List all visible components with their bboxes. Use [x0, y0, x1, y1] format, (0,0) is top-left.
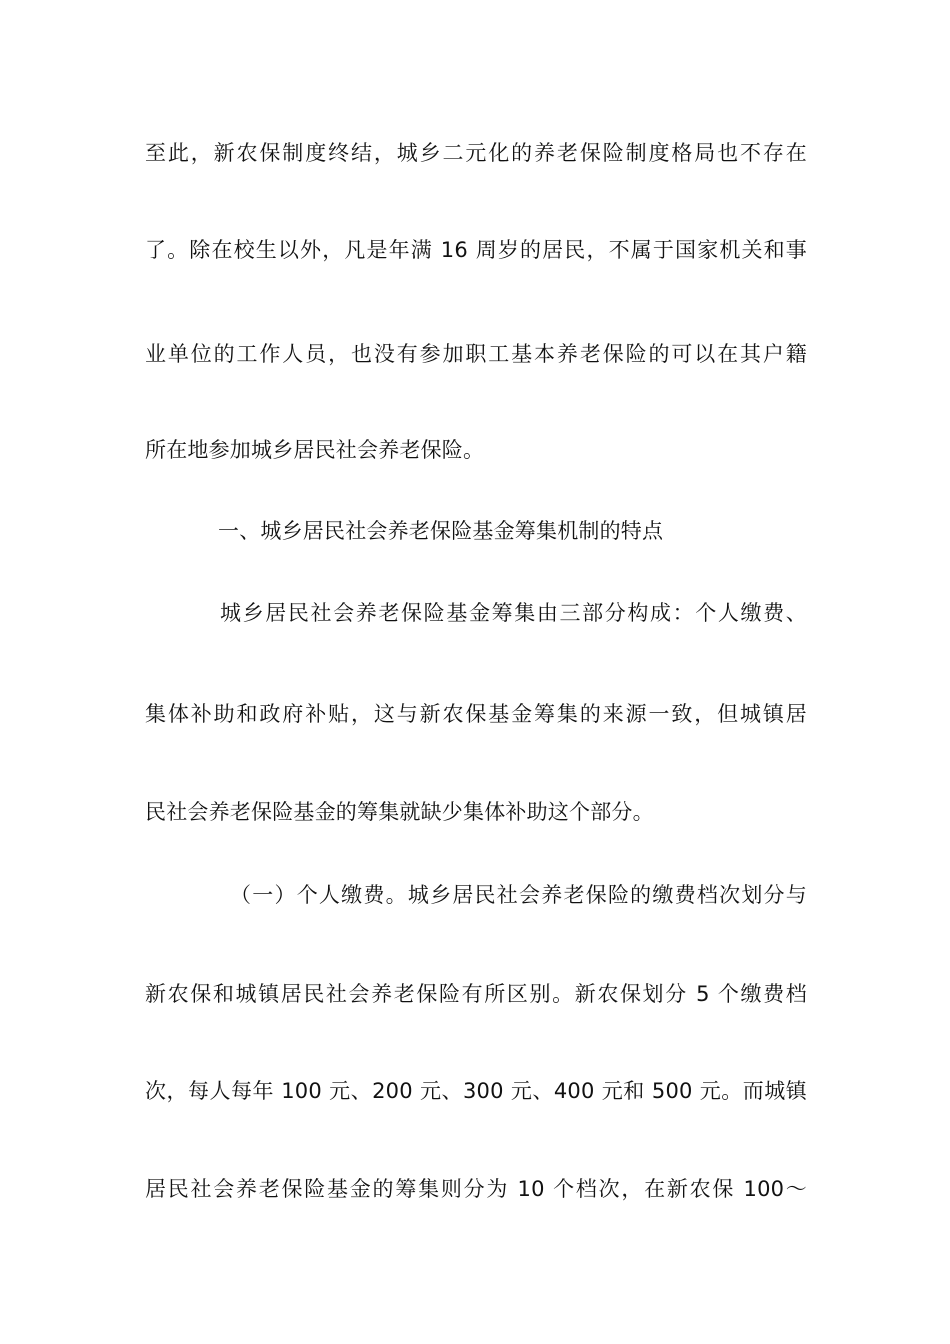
paragraph-line: 了。除在校生以外，凡是年满 16 周岁的居民，不属于国家机关和事: [145, 238, 807, 262]
paragraph-line: 业单位的工作人员，也没有参加职工基本养老保险的可以在其户籍: [145, 342, 807, 366]
paragraph-line: 民社会养老保险基金的筹集就缺少集体补助这个部分。: [145, 800, 654, 824]
paragraph-line: 所在地参加城乡居民社会养老保险。: [145, 438, 485, 462]
section-heading: 一、城乡居民社会养老保险基金筹集机制的特点: [218, 519, 664, 543]
paragraph-line: 集体补助和政府补贴，这与新农保基金筹集的来源一致，但城镇居: [145, 702, 807, 726]
paragraph-line: 居民社会养老保险基金的筹集则分为 10 个档次，在新农保 100～: [145, 1177, 807, 1201]
paragraph-line: （一）个人缴费。城乡居民社会养老保险的缴费档次划分与: [230, 883, 807, 907]
paragraph-line: 至此，新农保制度终结，城乡二元化的养老保险制度格局也不存在: [145, 141, 807, 165]
paragraph-line: 新农保和城镇居民社会养老保险有所区别。新农保划分 5 个缴费档: [145, 982, 807, 1006]
paragraph-line: 次，每人每年 100 元、200 元、300 元、400 元和 500 元。而城镇: [145, 1079, 807, 1103]
paragraph-line: 城乡居民社会养老保险基金筹集由三部分构成：个人缴费、: [220, 601, 807, 625]
